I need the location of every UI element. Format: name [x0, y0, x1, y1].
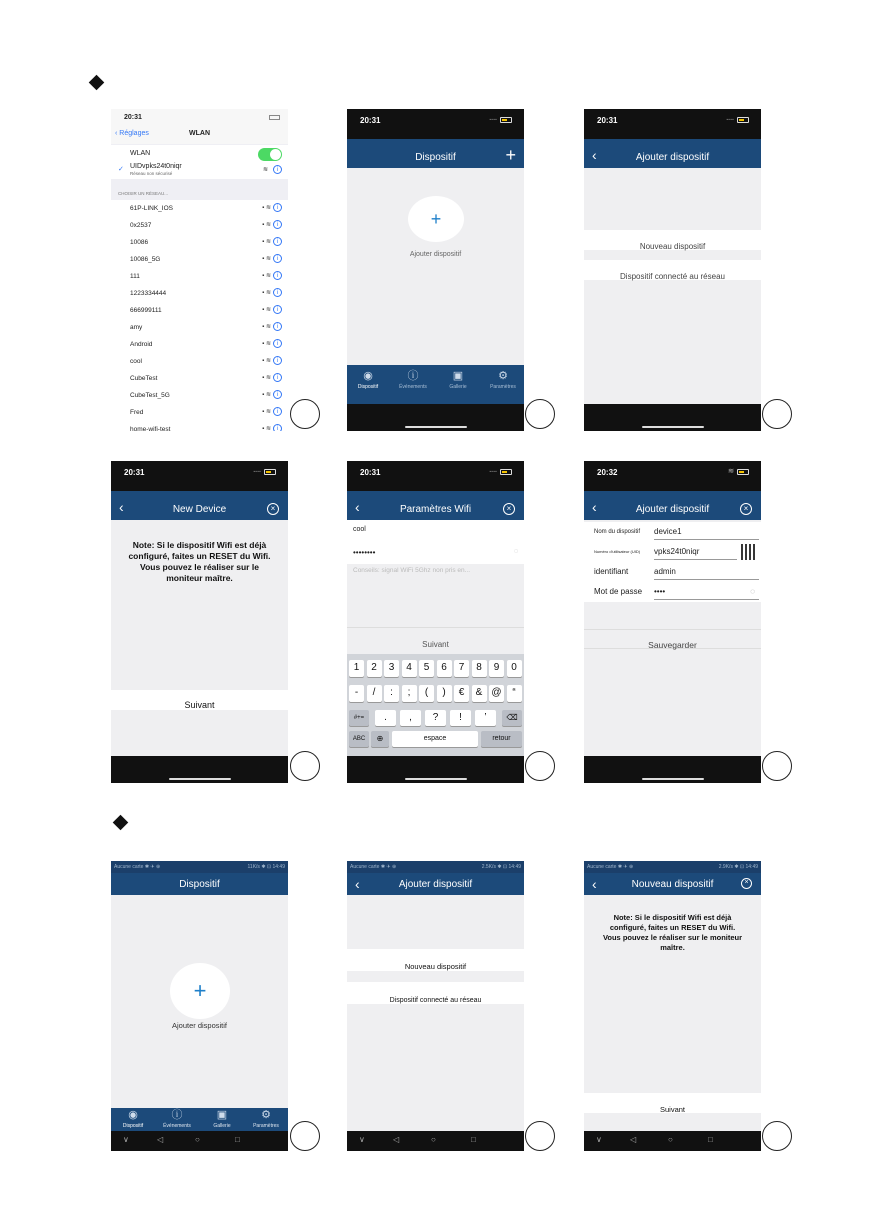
recents-square-icon[interactable]: □: [708, 1135, 713, 1144]
keyboard-key[interactable]: /: [367, 685, 382, 702]
ssid-field[interactable]: cool: [347, 520, 524, 542]
back-icon[interactable]: ‹: [355, 876, 360, 892]
lock-icon: ▪: [262, 290, 265, 296]
lock-icon: ▪: [262, 222, 265, 228]
step-circle-7: [290, 1121, 320, 1151]
wlan-network-row[interactable]: [111, 302, 288, 319]
keyboard-key[interactable]: 9: [489, 660, 504, 677]
lock-icon: ▪: [262, 341, 265, 347]
wlan-toggle-label: WLAN: [130, 150, 151, 157]
form-row-password[interactable]: Mot de passe •••• ◌: [584, 582, 761, 602]
tab-bar: [347, 365, 524, 404]
home-indicator: [584, 756, 761, 783]
keyboard-key[interactable]: :: [384, 685, 399, 702]
keyboard-key[interactable]: 3: [384, 660, 399, 677]
wifi-icon: ≋: [265, 205, 271, 211]
battery-icon: [737, 469, 749, 475]
navbar: [347, 139, 524, 168]
keyboard-key[interactable]: 4: [402, 660, 417, 677]
status-bar: 20:31 ....: [111, 461, 288, 491]
lock-icon: ▪: [262, 324, 265, 330]
android-nav-bar: [111, 1131, 288, 1151]
ios-wifi-params-screen: [347, 461, 524, 783]
network-name: 0x2537: [130, 222, 152, 229]
network-icons: [262, 305, 282, 314]
info-icon[interactable]: i: [273, 288, 282, 297]
wlan-toggle[interactable]: [258, 148, 282, 161]
space-key[interactable]: espace: [392, 731, 478, 747]
keyboard-key[interactable]: !: [450, 710, 471, 726]
navbar: [347, 491, 524, 520]
keyboard-key[interactable]: ?: [425, 710, 446, 726]
network-icons: [262, 220, 282, 229]
network-name: Fred: [130, 409, 144, 416]
navbar-title: Nouveau dispositif: [631, 879, 714, 890]
network-name: home-wifi-test: [130, 426, 171, 431]
network-name: 1223334444: [130, 290, 167, 297]
step-circle-8: [525, 1121, 555, 1151]
network-icons: [262, 203, 282, 212]
wifi-icon: ≋: [265, 222, 271, 228]
chevron-down-icon[interactable]: ∨: [123, 1135, 129, 1144]
home-circle-icon[interactable]: ○: [195, 1135, 200, 1144]
reset-note: Note: Si le dispositif Wifi est déjà configuré, faites un RESET du Wifi. Vous pouvez le réaliser sur le moniteur maître.: [602, 913, 743, 952]
eye-icon[interactable]: ◌: [513, 548, 518, 555]
keyboard-key[interactable]: ,: [400, 710, 421, 726]
network-icons: [262, 356, 282, 365]
connected-device-option[interactable]: Dispositif connecté au réseau: [347, 982, 524, 1004]
wifi-icon: ≋: [265, 375, 271, 381]
home-indicator: [347, 404, 524, 431]
navbar: [111, 491, 288, 520]
step-circle-6: [762, 751, 792, 781]
step-circle-5: [525, 751, 555, 781]
close-icon[interactable]: ×: [740, 503, 752, 515]
network-icons: [262, 407, 282, 416]
step-circle-3: [762, 399, 792, 429]
step-circle-2: [525, 399, 555, 429]
add-device-button[interactable]: +: [170, 963, 230, 1019]
form-row-uid[interactable]: Numéro d'utilisateur (UID) vpks24t0niqr: [584, 542, 761, 562]
symbols-key[interactable]: #+=: [349, 710, 369, 726]
network-icons: [262, 424, 282, 431]
lock-icon: ▪: [262, 375, 265, 381]
next-button[interactable]: Suivant: [584, 1093, 761, 1113]
alert-icon: ⓘ: [407, 370, 419, 382]
add-device-label: Ajouter dispositif: [409, 251, 462, 258]
network-name: 61P-LINK_IOS: [130, 205, 173, 212]
delete-key[interactable]: ⌫: [502, 710, 522, 726]
camera-icon: ◉: [363, 370, 373, 382]
add-device-button[interactable]: +: [408, 196, 464, 242]
navbar-title: Ajouter dispositif: [635, 152, 710, 163]
back-icon[interactable]: ‹: [355, 499, 360, 515]
navbar-title: New Device: [172, 504, 227, 515]
info-icon[interactable]: i: [273, 390, 282, 399]
android-new-device-screen: [584, 861, 761, 1151]
network-name: Android: [130, 341, 153, 348]
network-icons: [262, 288, 282, 297]
back-icon[interactable]: ‹: [592, 147, 597, 163]
connected-network[interactable]: UIDvpks24t0niqr: [130, 163, 182, 170]
status-bar: Aucune carte ✱ ✈ ⊕ 11K/s ✱ ⊡ 14:49: [111, 861, 288, 873]
add-device-label: Ajouter dispositif: [171, 1021, 228, 1030]
ios-device-screen: [347, 109, 524, 431]
navbar: [111, 873, 288, 895]
battery-icon: [500, 117, 512, 123]
return-key[interactable]: retour: [481, 731, 522, 747]
keyboard-key[interactable]: “: [507, 685, 522, 702]
ios-section-marker: [89, 75, 105, 91]
next-button[interactable]: Suivant: [347, 627, 524, 649]
keyboard-key[interactable]: 8: [472, 660, 487, 677]
close-icon[interactable]: ×: [267, 503, 279, 515]
wlan-network-row[interactable]: [111, 336, 288, 353]
wlan-network-row[interactable]: [111, 285, 288, 302]
wifi-icon: ≋: [265, 324, 271, 330]
chevron-down-icon[interactable]: ∨: [596, 1135, 602, 1144]
keyboard-key[interactable]: ’: [475, 710, 496, 726]
wlan-network-row[interactable]: [111, 319, 288, 336]
wlan-network-row[interactable]: [111, 234, 288, 251]
tab-events[interactable]: ⓘ Événements: [157, 1110, 197, 1129]
info-icon[interactable]: i: [273, 165, 282, 174]
network-icons: [262, 254, 282, 263]
wlan-network-row[interactable]: [111, 217, 288, 234]
globe-icon[interactable]: ⊕: [371, 731, 389, 747]
info-icon[interactable]: i: [273, 237, 282, 246]
status-bar: Aucune carte ✱ ✈ ⊕ 2.9K/s ✱ ⊡ 14:49: [584, 861, 761, 873]
close-icon[interactable]: ×: [503, 503, 515, 515]
tab-device[interactable]: ◉ Dispositif: [348, 371, 388, 390]
network-section-header: CHOISIR UN RÉSEAU...: [118, 191, 169, 196]
wlan-network-row[interactable]: [111, 251, 288, 268]
info-icon[interactable]: i: [273, 203, 282, 212]
lock-icon: ▪: [262, 205, 265, 211]
tab-device[interactable]: ◉ Dispositif: [113, 1110, 153, 1129]
status-bar: 20:32 ≋: [584, 461, 761, 491]
info-icon[interactable]: i: [273, 254, 282, 263]
check-icon: ✓: [118, 166, 124, 173]
next-button[interactable]: Suivant: [111, 690, 288, 710]
android-section-marker: [113, 815, 129, 831]
chevron-down-icon[interactable]: ∨: [359, 1135, 365, 1144]
ios-add-device-screen: [584, 109, 761, 431]
close-icon[interactable]: ×: [741, 878, 752, 889]
info-icon[interactable]: i: [273, 356, 282, 365]
lock-icon: ▪: [262, 409, 265, 415]
keyboard-key[interactable]: &: [472, 685, 487, 702]
network-name: 10086: [130, 239, 149, 246]
android-add-device-screen: [347, 861, 524, 1151]
back-link[interactable]: ‹ Réglages: [115, 130, 149, 137]
save-button[interactable]: Sauvegarder: [584, 629, 761, 649]
navbar-title: Ajouter dispositif: [635, 504, 710, 515]
status-bar: Aucune carte ✱ ✈ ⊕ 2.5K/s ✱ ⊡ 14:49: [347, 861, 524, 873]
keyboard-key[interactable]: 5: [419, 660, 434, 677]
gallery-icon: ▣: [452, 370, 464, 382]
keyboard-key[interactable]: ): [437, 685, 452, 702]
lock-icon: ▪: [262, 426, 265, 431]
keyboard-key[interactable]: 6: [437, 660, 452, 677]
back-icon[interactable]: ‹: [592, 876, 597, 892]
android-nav-bar: [347, 1131, 524, 1151]
wlan-network-row[interactable]: [111, 370, 288, 387]
back-triangle-icon[interactable]: ◁: [393, 1135, 400, 1144]
network-icons: [262, 237, 282, 246]
navbar: [584, 139, 761, 168]
new-device-option[interactable]: Nouveau dispositif: [347, 949, 524, 971]
network-name: 10086_5G: [130, 256, 161, 263]
tab-gallery[interactable]: ▣ Gallerie: [438, 371, 478, 390]
wifi-icon: ≋: [265, 358, 271, 364]
lock-icon: ▪: [262, 239, 265, 245]
keyboard-key[interactable]: 1: [349, 660, 364, 677]
form-row-id[interactable]: identifiant admin: [584, 562, 761, 582]
home-circle-icon[interactable]: ○: [431, 1135, 436, 1144]
home-indicator: [584, 404, 761, 431]
recents-square-icon[interactable]: □: [471, 1135, 476, 1144]
navbar: [584, 491, 761, 520]
network-name: CubeTest: [130, 375, 158, 382]
back-triangle-icon[interactable]: ◁: [157, 1135, 164, 1144]
status-time: 20:31: [124, 114, 142, 121]
home-indicator: [111, 756, 288, 783]
camera-icon: ◉: [128, 1109, 138, 1121]
recents-square-icon[interactable]: □: [235, 1135, 240, 1144]
battery-icon: [264, 469, 276, 475]
lock-icon: ▪: [262, 273, 265, 279]
info-icon[interactable]: i: [273, 305, 282, 314]
keyboard: [347, 654, 524, 756]
battery-icon: [269, 115, 280, 120]
connected-device-option[interactable]: Dispositif connecté au réseau: [584, 260, 761, 280]
navbar-title: Paramètres Wifi: [399, 504, 472, 515]
navbar: [347, 873, 524, 895]
step-circle-4: [290, 751, 320, 781]
form-row-name[interactable]: Nom du dispositif device1: [584, 522, 761, 542]
wifi-icon: ≋: [265, 307, 271, 313]
battery-icon: [500, 469, 512, 475]
info-icon[interactable]: i: [273, 271, 282, 280]
network-icons: [262, 390, 282, 399]
status-bar: 20:31 ....: [347, 461, 524, 491]
wlan-network-row[interactable]: [111, 404, 288, 421]
navbar-title: Dispositif: [415, 152, 456, 163]
step-circle-9: [762, 1121, 792, 1151]
info-icon[interactable]: i: [273, 424, 282, 431]
keyboard-key[interactable]: €: [454, 685, 469, 702]
keyboard-key[interactable]: @: [489, 685, 504, 702]
info-icon[interactable]: i: [273, 373, 282, 382]
gallery-icon: ▣: [216, 1109, 228, 1121]
keyboard-key[interactable]: ;: [402, 685, 417, 702]
status-bar: 20:31 ....: [347, 109, 524, 139]
network-icons: [262, 373, 282, 382]
wifi-icon: ≋: [262, 167, 268, 173]
tab-gallery[interactable]: ▣ Gallerie: [202, 1110, 242, 1129]
network-icons: [262, 271, 282, 280]
lock-icon: ▪: [262, 256, 265, 262]
wlan-network-row[interactable]: [111, 200, 288, 217]
new-device-option[interactable]: Nouveau dispositif: [584, 230, 761, 250]
abc-key[interactable]: ABC: [349, 731, 369, 747]
step-circle-1: [290, 399, 320, 429]
wlan-network-row[interactable]: [111, 387, 288, 404]
network-name: 666999111: [130, 307, 162, 314]
network-name: CubeTest_5G: [130, 392, 170, 399]
gear-icon: ⚙: [498, 370, 508, 382]
home-indicator: [347, 756, 524, 783]
keyboard-key[interactable]: .: [375, 710, 396, 726]
keyboard-key[interactable]: 0: [507, 660, 522, 677]
ios-wlan-screen: [111, 109, 288, 431]
info-icon[interactable]: i: [273, 220, 282, 229]
tab-settings[interactable]: ⚙ Paramètres: [246, 1110, 286, 1129]
info-icon[interactable]: i: [273, 339, 282, 348]
navbar-title: Dispositif: [179, 879, 220, 890]
wifi-hint: Conseils: signal WiFi 5Ghz non pris en...: [353, 567, 471, 574]
info-icon[interactable]: i: [273, 322, 282, 331]
tab-settings[interactable]: ⚙ Paramètres: [483, 371, 523, 390]
back-triangle-icon[interactable]: ◁: [630, 1135, 637, 1144]
android-device-screen: [111, 861, 288, 1151]
tab-bar: [111, 1108, 288, 1131]
lock-icon: ▪: [262, 358, 265, 364]
wifi-icon: ≋: [265, 239, 271, 245]
android-nav-bar: [584, 1131, 761, 1151]
navbar: [584, 873, 761, 895]
wlan-network-row[interactable]: [111, 421, 288, 431]
wifi-icon: ≋: [265, 341, 271, 347]
ios-new-device-screen: [111, 461, 288, 783]
wifi-icon: ≋: [265, 392, 271, 398]
keyboard-key[interactable]: (: [419, 685, 434, 702]
wifi-icon: ≋: [265, 290, 271, 296]
wifi-icon: ≋: [265, 256, 271, 262]
back-icon[interactable]: ‹: [119, 499, 124, 515]
wlan-network-row[interactable]: [111, 353, 288, 370]
page-title: WLAN: [189, 130, 210, 137]
keyboard-key[interactable]: 2: [367, 660, 382, 677]
network-name: cool: [130, 358, 142, 365]
add-icon[interactable]: +: [505, 145, 516, 165]
qr-code-icon[interactable]: [741, 544, 757, 560]
network-icons: [262, 322, 282, 331]
battery-icon: [737, 117, 749, 123]
password-field[interactable]: •••••••• ◌: [347, 542, 524, 564]
status-bar: 20:31 ....: [584, 109, 761, 139]
network-name: 111: [130, 273, 140, 280]
wifi-icon: ≋: [265, 273, 271, 279]
wlan-network-row[interactable]: [111, 268, 288, 285]
keyboard-key[interactable]: -: [349, 685, 364, 702]
gear-icon: ⚙: [261, 1109, 271, 1121]
ios-save-device-screen: [584, 461, 761, 783]
info-icon[interactable]: i: [273, 407, 282, 416]
reset-note: Note: Si le dispositif Wifi est déjà configuré, faites un RESET du Wifi. Vous pouvez le réaliser sur le moniteur maître.: [128, 540, 271, 583]
back-icon[interactable]: ‹: [592, 499, 597, 515]
network-icons: [262, 339, 282, 348]
lock-icon: ▪: [262, 392, 265, 398]
eye-icon[interactable]: ◌: [750, 587, 755, 596]
network-name: amy: [130, 324, 143, 331]
navbar-title: Ajouter dispositif: [398, 879, 473, 890]
wifi-icon: ≋: [265, 409, 271, 415]
lock-icon: ▪: [262, 307, 265, 313]
keyboard-key[interactable]: 7: [454, 660, 469, 677]
home-circle-icon[interactable]: ○: [668, 1135, 673, 1144]
wifi-icon: ≋: [265, 426, 271, 431]
tab-events[interactable]: ⓘ Événements: [393, 371, 433, 390]
alert-icon: ⓘ: [171, 1109, 183, 1121]
connected-subtitle: Réseau non sécurisé: [130, 171, 173, 176]
